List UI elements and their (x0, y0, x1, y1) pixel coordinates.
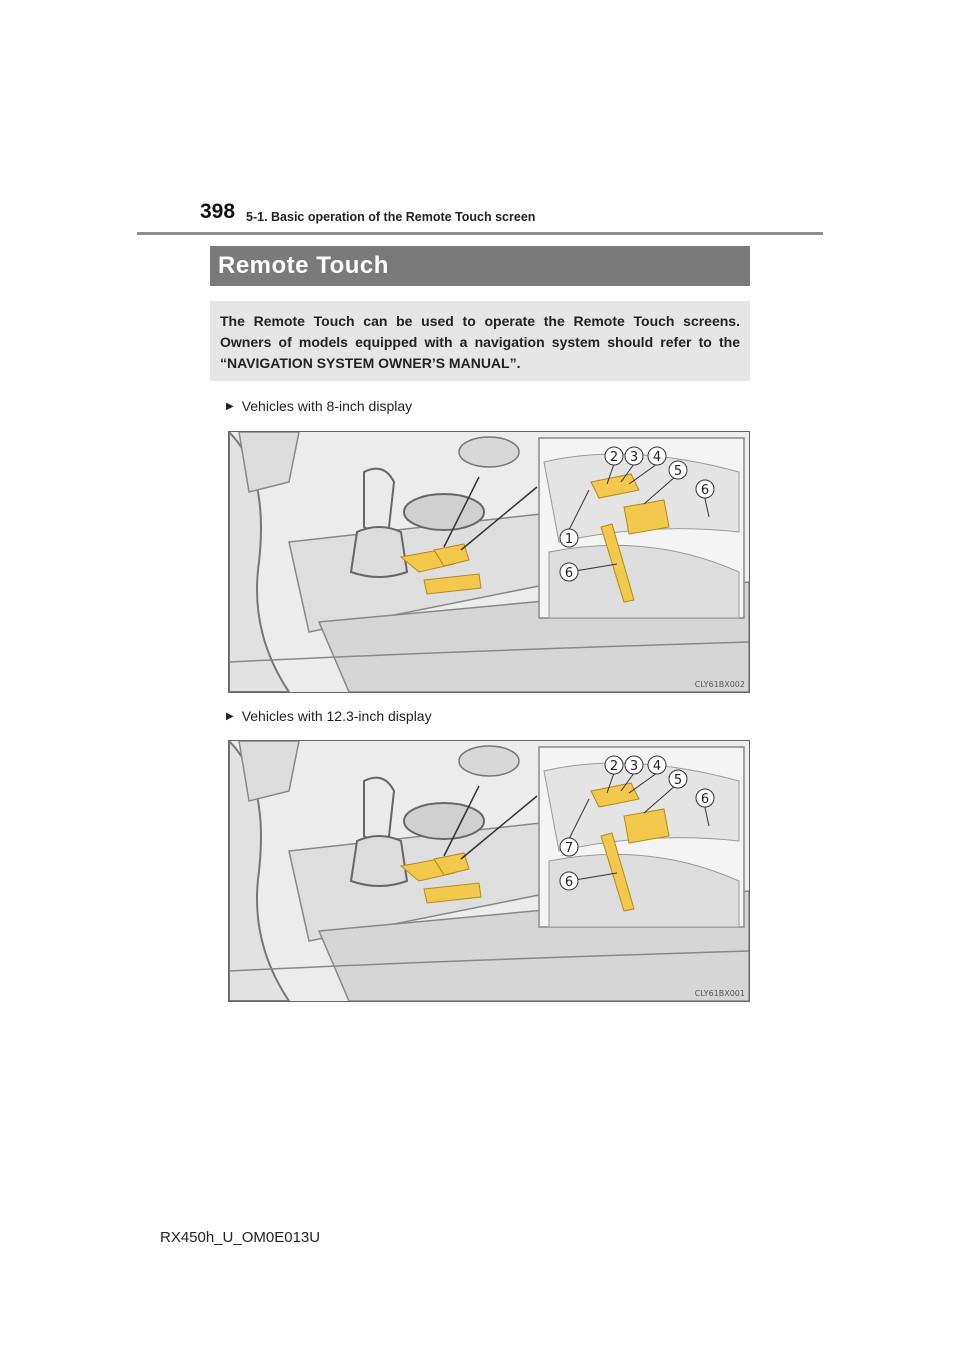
callout-label: 2 (609, 450, 619, 465)
callout-label: 6 (700, 792, 710, 807)
figure-code: CLY61BX001 (694, 989, 745, 998)
figure-caption-12inch (226, 708, 432, 724)
callout-label: 4 (652, 759, 662, 774)
callout-label: 3 (629, 759, 639, 774)
callout-label: 6 (700, 483, 710, 498)
figure-caption-text: Vehicles with 8-inch display (241, 398, 413, 414)
figure-code: CLY61BX002 (694, 680, 745, 689)
section-title: Remote Touch (218, 252, 389, 279)
footer-code: RX450h_U_OM0E013U (160, 1229, 321, 1246)
bullet-triangle-icon: ▶ (226, 400, 234, 412)
callout-label: 6 (564, 566, 574, 581)
callout-label: 2 (609, 759, 619, 774)
header-title: 5-1. Basic operation of the Remote Touch screen (246, 210, 536, 224)
console-illustration (229, 432, 749, 692)
callout-label: 6 (564, 875, 574, 890)
callout-label: 7 (564, 841, 574, 856)
callout-label: 5 (673, 773, 683, 788)
intro-text: The Remote Touch can be used to operate the Remote Touch screens. Owners of models equipped with a navigation system should refer to the “NAVIGATION SYSTEM OWNER’S MANUAL”. (220, 313, 740, 371)
console-illustration (229, 741, 749, 1001)
figure-8inch-display (228, 431, 750, 693)
callout-label: 4 (652, 450, 662, 465)
header-rule (137, 232, 823, 235)
callout-label: 5 (673, 464, 683, 479)
callout-label: 3 (629, 450, 639, 465)
bullet-triangle-icon: ▶ (226, 710, 234, 722)
figure-12inch-display (228, 740, 750, 1002)
callout-label: 1 (564, 532, 574, 547)
figure-caption-8inch (226, 398, 412, 414)
page-number: 398 (200, 200, 236, 223)
figure-caption-text: Vehicles with 12.3-inch display (241, 708, 432, 724)
